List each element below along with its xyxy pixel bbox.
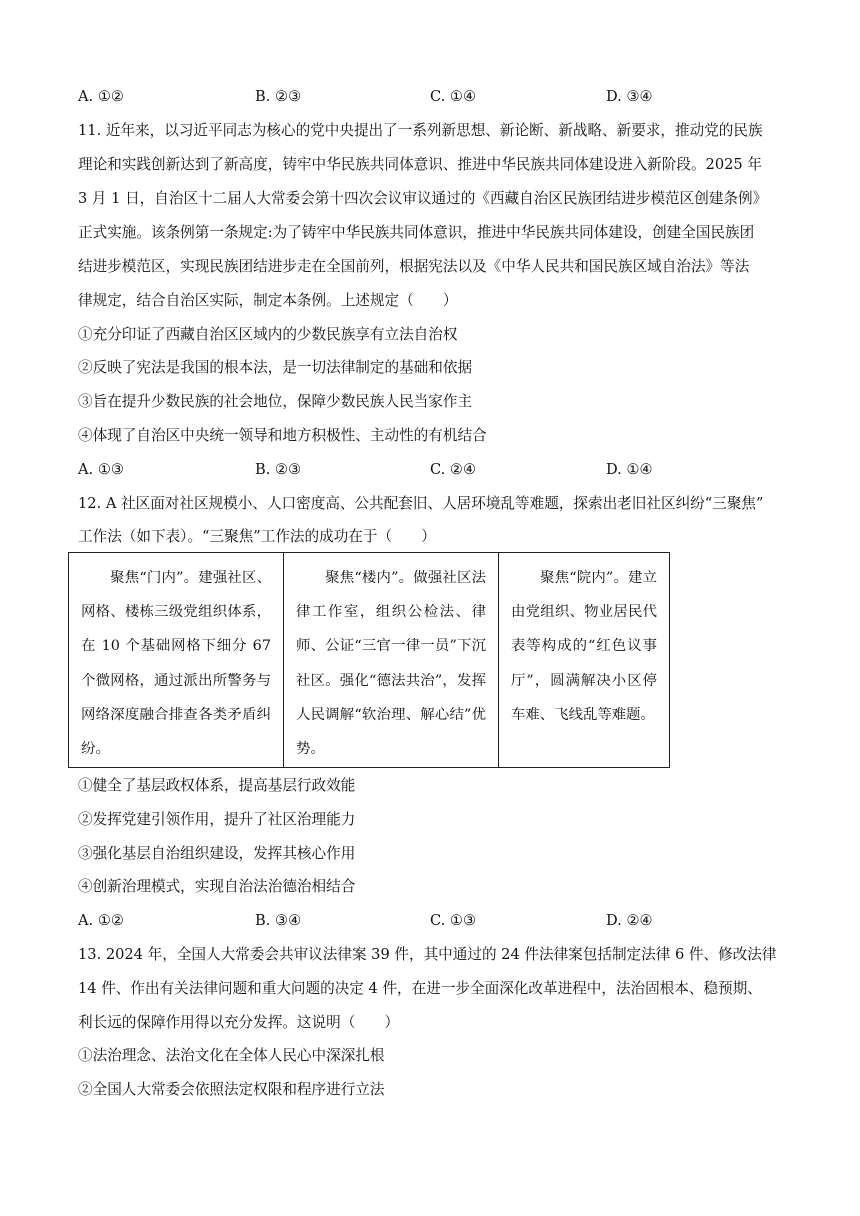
q12-statement-2: ②发挥党建引领作用，提升了社区治理能力	[78, 811, 356, 828]
table-cell-door: 聚焦“门内”。建强社区、网格、楼栋三级党组织体系，在 10 个基础网格下细分 67 个微网格，通过派出所警务与网络深度融合排查各类矛盾纠纷。	[69, 553, 284, 768]
q11-stem-line: 11. 近年来，以习近平同志为核心的党中央提出了一系列新思想、新论断、新战略、新要求，推动党的民族	[78, 122, 763, 139]
q13-statement-2: ②全国人大常委会依照法定权限和程序进行立法	[78, 1081, 385, 1098]
q10-option-d[interactable]: D. ③④	[606, 88, 653, 105]
q11-option-c[interactable]: C. ②④	[430, 461, 477, 478]
q11-stem-line: 律规定，结合自治区实际，制定本条例。上述规定（ ）	[78, 292, 458, 309]
q11-stem-line: 结进步模范区，实现民族团结进步走在全国前列，根据宪法以及《中华人民共和国民族区域自治法》等法	[78, 258, 750, 275]
q12-statement-3: ③强化基层自治组织建设，发挥其核心作用	[78, 845, 356, 862]
q13-statement-1: ①法治理念、法治文化在全体人民心中深深扎根	[78, 1047, 385, 1064]
q12-statement-1: ①健全了基层政权体系，提高基层行政效能	[78, 777, 356, 794]
table-cell-courtyard: 聚焦“院内”。建立由党组织、物业居民代表等构成的“红色议事厅”，圆满解决小区停车难、飞线乱等难题。	[499, 553, 670, 768]
q10-option-b[interactable]: B. ②③	[255, 88, 302, 105]
q11-stem-line: 正式实施。该条例第一条规定:为了铸牢中华民族共同体意识，推进中华民族共同体建设，创建全国民族团	[78, 224, 755, 241]
q11-statement-1: ①充分印证了西藏自治区区域内的少数民族享有立法自治权	[78, 326, 458, 343]
q11-option-b[interactable]: B. ②③	[255, 461, 302, 478]
q13-stem-line: 14 件、作出有关法律问题和重大问题的决定 4 件，在进一步全面深化改革进程中，法治固根本、稳预期、	[78, 980, 762, 997]
q12-stem-line: 12. A 社区面对社区规模小、人口密度高、公共配套旧、人居环境乱等难题，探索出老旧社区纠纷“三聚焦”	[78, 495, 764, 512]
q13-stem-line: 13. 2024 年，全国人大常委会共审议法律案 39 件，其中通过的 24 件法律案包括制定法律 6 件、修改法律	[78, 946, 777, 963]
q12-option-a[interactable]: A. ①②	[78, 912, 124, 929]
q12-stem-line: 工作法（如下表）。“三聚焦”工作法的成功在于（ ）	[78, 528, 436, 545]
q11-statement-2: ②反映了宪法是我国的根本法，是一切法律制定的基础和依据	[78, 359, 473, 376]
q11-option-a[interactable]: A. ①③	[78, 461, 124, 478]
q13-stem-line: 利长远的保障作用得以充分发挥。这说明（ ）	[78, 1014, 400, 1031]
q12-option-b[interactable]: B. ③④	[255, 912, 302, 929]
q12-option-d[interactable]: D. ②④	[606, 912, 653, 929]
q11-statement-3: ③旨在提升少数民族的社会地位，保障少数民族人民当家作主	[78, 393, 473, 410]
table-cell-building: 聚焦“楼内”。做强社区法律工作室，组织公检法、律师、公证“三官一律一员”下沉社区。强化“德法共治”，发挥人民调解“软治理、解心结”优势。	[284, 553, 499, 768]
q12-option-c[interactable]: C. ①③	[430, 912, 477, 929]
q10-option-c[interactable]: C. ①④	[430, 88, 477, 105]
q12-method-table	[68, 552, 670, 768]
q11-stem-line: 理论和实践创新达到了新高度，铸牢中华民族共同体意识、推进中华民族共同体建设进入新阶段。2025 年	[78, 156, 762, 173]
q11-option-d[interactable]: D. ①④	[606, 461, 653, 478]
q11-stem-line: 3 月 1 日，自治区十二届人大常委会第十四次会议审议通过的《西藏自治区民族团结进步模范区创建条例》	[78, 190, 768, 207]
table-row	[69, 553, 670, 768]
q10-option-a[interactable]: A. ①②	[78, 88, 124, 105]
q12-statement-4: ④创新治理模式，实现自治法治德治相结合	[78, 878, 356, 895]
q11-statement-4: ④体现了自治区中央统一领导和地方积极性、主动性的有机结合	[78, 427, 487, 444]
